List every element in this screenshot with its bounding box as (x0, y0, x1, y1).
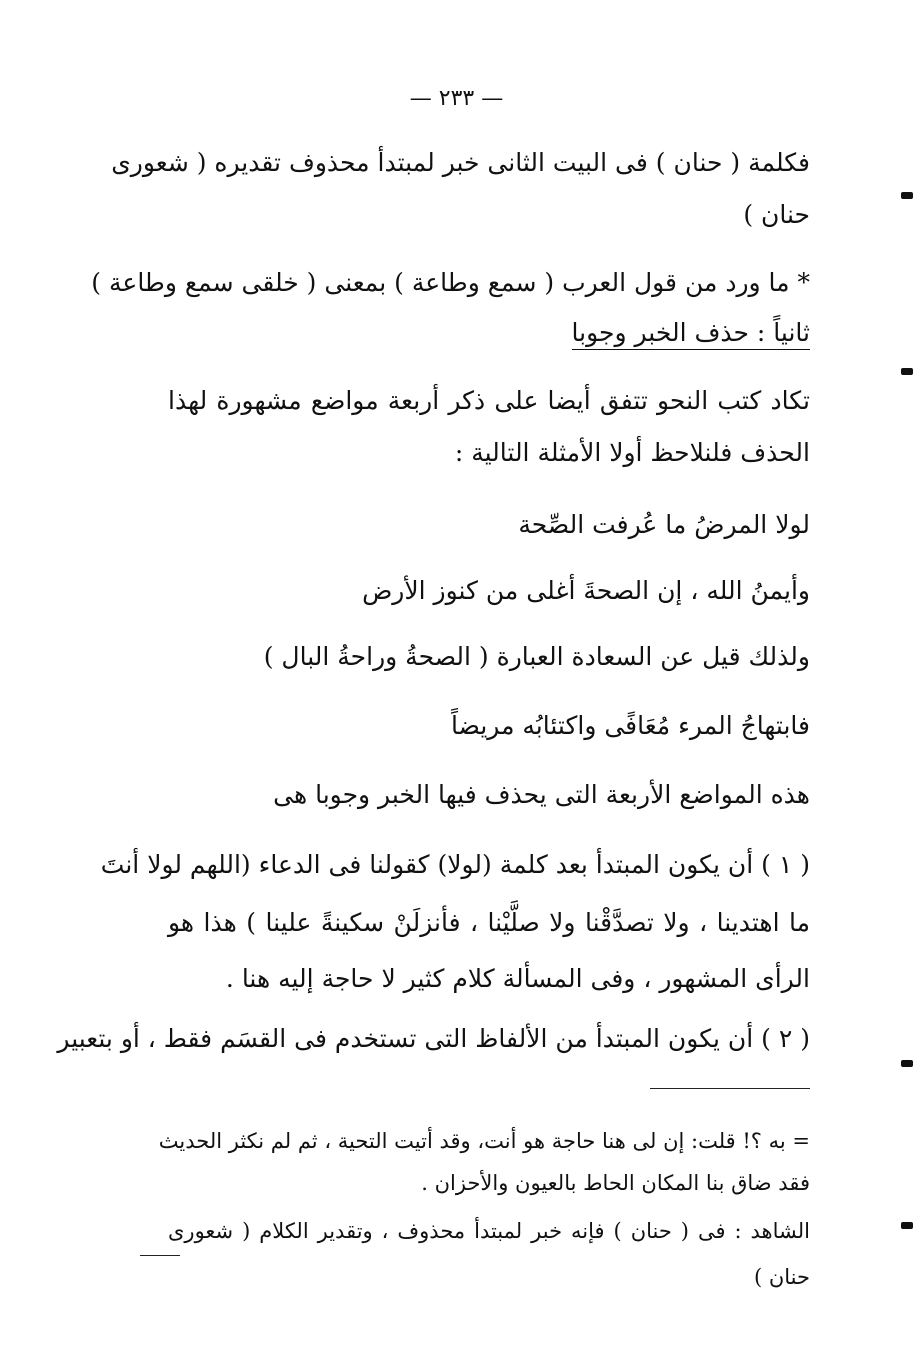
example-1: لولا المرضُ ما عُرفت الصِّحة (518, 510, 810, 539)
item-2-line-1: ( ٢ ) أن يكون المبتدأ من الألفاظ التى تستخدم فى القسَم فقط ، أو بتعبير (57, 1024, 810, 1053)
margin-scan-mark-1 (901, 192, 913, 199)
paragraph-1-line-1: فكلمة ( حنان ) فى البيت الثانى خبر لمبتدأ محذوف تقديره ( شعورى (111, 148, 810, 177)
page-number: — ٢٣٣ — (409, 86, 504, 111)
item-1-line-1: ( ١ ) أن يكون المبتدأ بعد كلمة (لولا) كقولنا فى الدعاء (اللهم لولا أنتَ (100, 850, 810, 879)
margin-scan-mark-2 (901, 368, 913, 375)
paragraph-3-line-2: الحذف فلنلاحظ أولا الأمثلة التالية : (454, 438, 810, 467)
example-3: ولذلك قيل عن السعادة العبارة ( الصحةُ وراحةُ البال ) (263, 642, 810, 671)
paragraph-4: هذه المواضع الأربعة التى يحذف فيها الخبر وجوبا هى (273, 780, 810, 809)
footnote-1-line-1: = به ؟! قلت: إن لى هنا حاجة هو أنت، وقد أتيت التحية ، ثم لم نكثر الحديث (158, 1129, 810, 1153)
section-heading-text: ثانياً : حذف الخبر وجوبا (572, 318, 810, 350)
footnote-divider (650, 1088, 810, 1089)
paragraph-2: * ما ورد من قول العرب ( سمع وطاعة ) بمعنى ( خلقى سمع وطاعة ) (91, 268, 810, 297)
paragraph-3-line-1: تكاد كتب النحو تتفق أيضا على ذكر أربعة مواضع مشهورة لهذا (168, 386, 810, 415)
example-2: وأيمنُ الله ، إن الصحةَ أغلى من كنوز الأرض (362, 576, 810, 605)
footnote-1-line-2: فقد ضاق بنا المكان الحاط بالعيون والأحزان . (421, 1171, 810, 1195)
item-1-line-2: ما اهتدينا ، ولا تصدَّقْنا ولا صلَّيْنا ، فأنزلَنْ سكينةً علينا ) هذا هو (168, 908, 810, 937)
margin-scan-mark-4 (901, 1222, 913, 1229)
section-heading (572, 316, 810, 350)
footnote-underline-mark (140, 1255, 180, 1256)
margin-scan-mark-3 (901, 1060, 913, 1067)
footnote-2-line-2: حنان ) (753, 1265, 810, 1289)
item-1-line-3: الرأى المشهور ، وفى المسألة كلام كثير لا حاجة إليه هنا . (225, 964, 810, 993)
footnote-2-line-1: الشاهد : فى ( حنان ) فإنه خبر لمبتدأ محذوف ، وتقدير الكلام ( شعورى (168, 1219, 810, 1243)
paragraph-1-line-2: حنان ) (743, 200, 810, 229)
example-4: فابتهاجُ المرء مُعَافًى واكتئابُه مريضاً (451, 711, 810, 740)
